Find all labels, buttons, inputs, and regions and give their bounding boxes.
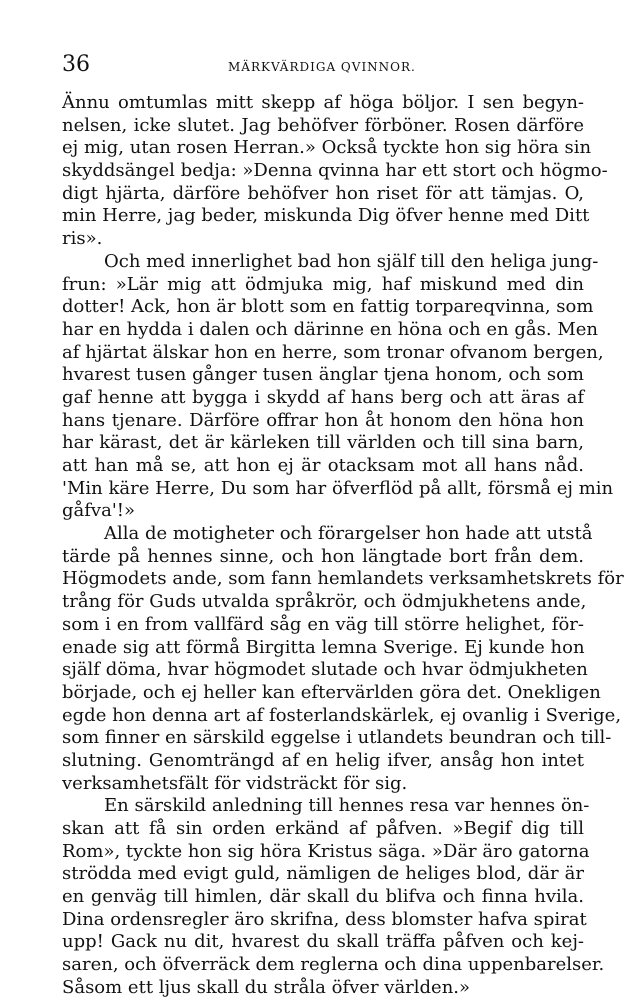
text-line: strödda med evigt guld, nämligen de heliges blod, där är: [62, 863, 584, 885]
text-line: Ännu omtumlas mitt skepp af höga böljor. I sen begyn-: [62, 92, 584, 113]
text-line: skan att få sin orden erkänd af påfven. »Begif dig till: [62, 818, 584, 839]
text-line: ej mig, utan rosen Herran.» Också tyckte hon sig höra sin: [62, 137, 592, 159]
text-line: skyddsängel bedja: »Denna qvinna har ett stort och högmo-: [62, 160, 608, 182]
text-line: saren, och öfverräck dem reglerna och dina uppenbarelser.: [62, 954, 605, 976]
text-line: hans tjenare. Därföre offrar hon åt honom den höna hon: [62, 409, 584, 431]
text-line: nelsen, icke slutet. Jag behöfver förböner. Rosen därföre: [62, 114, 584, 136]
text-line: digt hjärta, därföre behöfver hon riset för att tämjas. O,: [62, 182, 584, 204]
paragraph-first-line: Alla de motigheter och förargelser hon hade att utstå: [104, 523, 593, 545]
text-line: Såsom ett ljus skall du stråla öfver världen.»: [62, 976, 471, 998]
text-line: som i en from vallfärd såg en väg till större helighet, för-: [62, 613, 584, 635]
text-line: gåfva'!»: [62, 500, 136, 522]
page-number: 36: [62, 52, 90, 77]
text-line: slutning. Genomträngd af en helig ifver, ansåg hon intet: [62, 749, 584, 771]
text-line: Dina ordensregler äro skrifna, dess blomster hafva spirat: [62, 908, 587, 930]
text-line: som finner en särskild eggelse i utlandets beundran och till-: [62, 727, 612, 749]
text-line: verksamhetsfält för vidsträckt för sig.: [62, 772, 408, 794]
text-line: enade sig att förmå Birgitta lemna Sverige. Ej kunde hon: [62, 636, 585, 658]
body-text: [62, 92, 624, 1000]
page-header: [62, 50, 577, 80]
paragraph-first-line: Och med innerlighet bad hon själf till den heliga jung-: [104, 250, 599, 272]
text-line: har en hydda i dalen och därinne en höna och en gås. Men: [62, 318, 598, 340]
text-line: att han må se, att hon ej är otacksam mot all hans nåd.: [62, 455, 584, 476]
text-line: upp! Gack nu dit, hvarest du skall träffa påfven och kej-: [62, 931, 584, 953]
text-line: Högmodets ande, som fann hemlandets verksamhetskrets för: [62, 568, 624, 590]
text-line: Rom», tyckte hon sig höra Kristus säga. »Där äro gatorna: [62, 840, 590, 862]
text-line: min Herre, jag beder, miskunda Dig öfver henne med Ditt: [62, 205, 590, 227]
text-line: dotter! Ack, hon är blott som en fattig torpareqvinna, som: [62, 296, 594, 318]
text-line: tärde på hennes sinne, och hon längtade bort från dem.: [62, 545, 584, 567]
text-line: gaf henne att bygga i skydd af hans berg och att äras af: [62, 386, 584, 408]
text-line: frun: »Lär mig att ödmjuka mig, haf miskund med din: [62, 273, 584, 295]
text-line: själf döma, hvar högmodet slutade och hvar ödmjukheten: [62, 659, 588, 681]
text-line: af hjärtat älskar hon en herre, som tronar ofvanom bergen,: [62, 341, 604, 363]
text-line: har kärast, det är kärleken till världen och till sina barn,: [62, 432, 584, 454]
running-head: MÄRKVÄRDIGA QVINNOR.: [228, 60, 416, 74]
text-line: egde hon denna art af fosterlandskärlek, ej ovanlig i Sverige,: [62, 704, 622, 726]
text-line: en genväg till himlen, där skall du blifva och finna hvila.: [62, 886, 584, 908]
text-line: började, och ej heller kan eftervärlden göra det. Onekligen: [62, 681, 601, 703]
text-line: hvarest tusen gånger tusen änglar tjena honom, och som: [62, 364, 584, 386]
text-line: ris».: [62, 228, 103, 250]
paragraph-first-line: En särskild anledning till hennes resa var hennes ön-: [104, 795, 590, 817]
text-line: trång för Guds utvalda språkrör, och ödmjukhetens ande,: [62, 591, 587, 613]
text-line: 'Min käre Herre, Du som har öfverflöd på allt, försmå ej min: [62, 477, 614, 499]
